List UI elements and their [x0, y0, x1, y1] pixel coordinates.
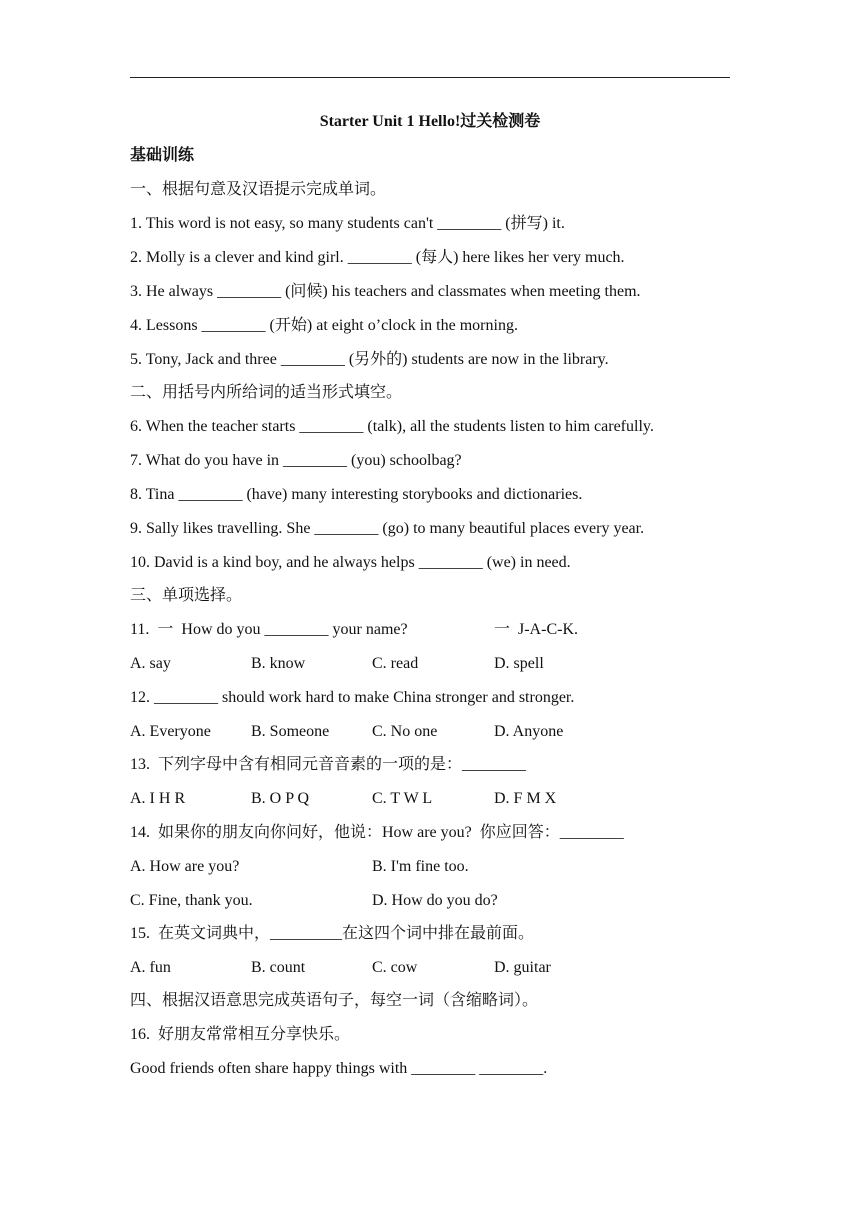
question-11: 11. 一 How do you ________ your name?	[130, 621, 408, 638]
question-5: 5. Tony, Jack and three ________ (另外的) students are now in the library.	[130, 351, 609, 368]
question-3: 3. He always ________ (问候) his teachers and classmates when meeting them.	[130, 283, 641, 300]
part1-heading: 一、根据句意及汉语提示完成单词。	[130, 181, 387, 198]
question-2: 2. Molly is a clever and kind girl. ________ (每人) here likes her very much.	[130, 249, 625, 266]
q13-option-b: B. O P Q	[251, 790, 310, 807]
question-8: 8. Tina ________ (have) many interesting storybooks and dictionaries.	[130, 486, 583, 503]
question-10: 10. David is a kind boy, and he always helps ________ (we) in need.	[130, 554, 571, 571]
q13-option-c: C. T W L	[372, 790, 433, 807]
q12-option-d: D. Anyone	[494, 723, 564, 740]
question-1: 1. This word is not easy, so many students can't ________ (拼写) it.	[130, 215, 565, 232]
header-rule	[130, 77, 730, 78]
q11-option-d: D. spell	[494, 655, 544, 672]
q11-option-c: C. read	[372, 655, 419, 672]
q15-option-a: A. fun	[130, 959, 171, 976]
q14-option-b: B. I'm fine too.	[372, 858, 469, 875]
part4-heading: 四、根据汉语意思完成英语句子，每空一词（含缩略词）。	[130, 992, 539, 1009]
question-14: 14. 如果你的朋友向你问好，他说：How are you? 你应回答：________	[130, 824, 624, 841]
q12-option-c: C. No one	[372, 723, 438, 740]
question-9: 9. Sally likes travelling. She ________ (go) to many beautiful places every year.	[130, 520, 645, 537]
q14-option-a: A. How are you?	[130, 858, 240, 875]
q15-option-c: C. cow	[372, 959, 418, 976]
question-7: 7. What do you have in ________ (you) schoolbag?	[130, 452, 462, 469]
q14-option-c: C. Fine, thank you.	[130, 892, 253, 909]
question-6: 6. When the teacher starts ________ (talk), all the students listen to him carefully.	[130, 418, 654, 435]
q12-option-a: A. Everyone	[130, 723, 211, 740]
q15-option-b: B. count	[251, 959, 306, 976]
q13-option-a: A. I H R	[130, 790, 186, 807]
q15-option-d: D. guitar	[494, 959, 551, 976]
q13-option-d: D. F M X	[494, 790, 557, 807]
question-16-sentence: Good friends often share happy things with ________ ________.	[130, 1060, 548, 1077]
question-15: 15. 在英文词典中，_________在这四个词中排在最前面。	[130, 925, 535, 942]
section-basic-training: 基础训练	[130, 147, 195, 164]
part2-heading: 二、用括号内所给词的适当形式填空。	[130, 384, 403, 401]
part3-heading: 三、单项选择。	[130, 587, 243, 604]
question-13: 13. 下列字母中含有相同元音音素的一项的是：________	[130, 756, 527, 773]
q11-option-a: A. say	[130, 655, 171, 672]
q14-option-d: D. How do you do?	[372, 892, 498, 909]
page-title: Starter Unit 1 Hello!过关检测卷	[319, 113, 541, 130]
question-11-answer: 一 J-A-C-K.	[494, 621, 578, 638]
question-4: 4. Lessons ________ (开始) at eight o’clock in the morning.	[130, 317, 518, 334]
q11-option-b: B. know	[251, 655, 306, 672]
q12-option-b: B. Someone	[251, 723, 330, 740]
question-16: 16. 好朋友常常相互分享快乐。	[130, 1026, 351, 1043]
question-12: 12. ________ should work hard to make China stronger and stronger.	[130, 689, 575, 706]
